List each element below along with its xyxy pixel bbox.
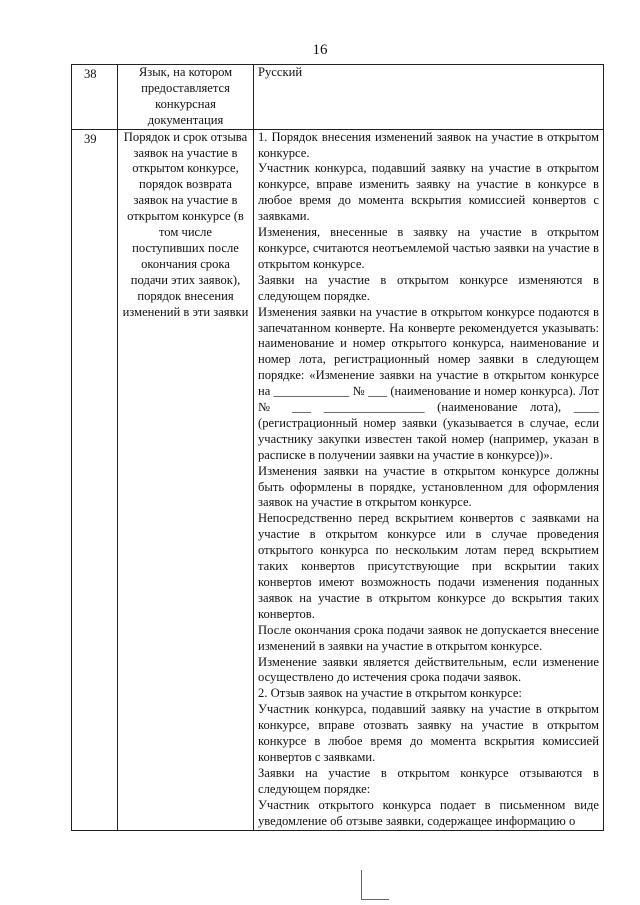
paragraph: Непосредственно перед вскрытием конвертов с заявками на участие в открытом конкурсе или в случае проведения открытого конкурса по нескольким лотам перед вскрытием таких конвертов присутствующие при вскрытии таких конвертов имеют возможность подачи изменения поданных заявок на участие в открытом конкурсе до вскрытия таких конвертов. bbox=[258, 511, 599, 621]
row-label: Язык, на котором предоставляется конкурсная документация bbox=[118, 65, 254, 130]
paragraph: 1. Порядок внесения изменений заявок на участие в открытом конкурсе. bbox=[258, 129, 599, 160]
paragraph: Изменения, внесенные в заявку на участие в открытом конкурсе, считаются неотъемлемой частью заявки на участие в открытом конкурсе. bbox=[258, 225, 599, 271]
paragraph: Изменение заявки является действительным, если изменение осуществлено до истечения срока подачи заявок. bbox=[258, 654, 599, 685]
scan-mark bbox=[361, 899, 389, 900]
paragraph: Изменения заявки на участие в открытом конкурсе подаются в запечатанном конверте. На конверте рекомендуется указывать: наименование и номер открытого конкурса, наименование и номер лота, регистрационный номер заявки в следующем порядке: «Изменение заявки на участие в открытом конкурсе на ____________ № ___ (наименование и номер конкурса). Лот № ___ ________________ (наименование лота), ____ (регистрационный номер заявки (указывается в случае, если участнику закупки известен такой номер (например, указан в расписке в получении заявки на участие в конкурсе))». bbox=[258, 304, 599, 462]
row-label: Порядок и срок отзыва заявок на участие в открытом конкурсе, порядок возврата заявок на участие в открытом конкурсе (в том числе поступивших после окончания срока подачи этих заявок), порядок внесения изменений в эти заявки bbox=[118, 129, 254, 830]
paragraph: Участник открытого конкурса подает в письменном виде уведомление об отзыве заявки, содержащее информацию о bbox=[258, 797, 599, 828]
paragraph: Участник конкурса, подавший заявку на участие в открытом конкурсе, вправе изменить заявку на участие в конкурсе в любое время до момента вскрытия комиссией конвертов с заявками. bbox=[258, 161, 599, 224]
table-row-38 bbox=[72, 65, 604, 130]
paragraph: Русский bbox=[258, 65, 303, 79]
paragraph: 2. Отзыв заявок на участие в открытом конкурсе: bbox=[258, 686, 522, 701]
row-number: 39 bbox=[72, 129, 118, 830]
row-content bbox=[254, 129, 604, 830]
scan-mark bbox=[361, 870, 362, 900]
procurement-table bbox=[71, 64, 604, 831]
paragraph: Заявки на участие в открытом конкурсе изменяются в следующем порядке. bbox=[258, 272, 599, 303]
paragraph: Участник конкурса, подавший заявку на участие в открытом конкурсе, вправе отозвать заявку на участие в открытом конкурсе в любое время до момента вскрытия комиссией конвертов с заявками. bbox=[258, 702, 599, 764]
row-number: 38 bbox=[72, 65, 118, 130]
table-row-39 bbox=[72, 129, 604, 830]
row-content bbox=[254, 65, 604, 130]
paragraph: Заявки на участие в открытом конкурсе отзываются в следующем порядке: bbox=[258, 765, 599, 796]
paragraph: После окончания срока подачи заявок не допускается внесение изменений в заявки на участие в открытом конкурсе. bbox=[258, 622, 599, 653]
page-number: 16 bbox=[312, 42, 328, 58]
paragraph: Изменения заявки на участие в открытом конкурсе должны быть оформлены в порядке, установленном для оформления заявок на участие в открытом конкурсе. bbox=[258, 463, 599, 510]
